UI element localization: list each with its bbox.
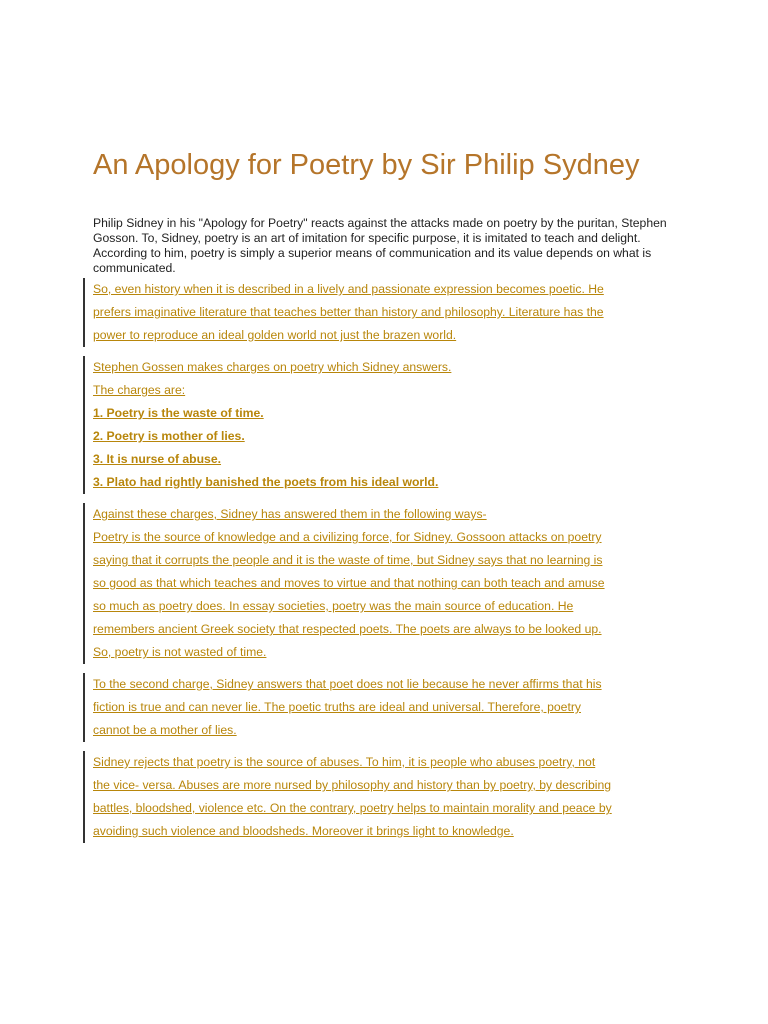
- text-line: Sidney rejects that poetry is the source of abuses. To him, it is people who abuses poetry, not: [93, 755, 596, 769]
- quote-block-charges: [83, 356, 685, 494]
- text-line: avoiding such violence and bloodsheds. Moreover it brings light to knowledge.: [93, 824, 514, 838]
- text-line: Poetry is the source of knowledge and a civilizing force, for Sidney. Gossoon attacks on poetry: [93, 530, 602, 544]
- text-line: Against these charges, Sidney has answered them in the following ways-: [93, 507, 487, 521]
- text-line: fiction is true and can never lie. The poetic truths are ideal and universal. Therefore, poetry: [93, 700, 581, 714]
- text-line: prefers imaginative literature that teaches better than history and philosophy. Literature has the: [93, 305, 604, 319]
- text-line: power to reproduce an ideal golden world not just the brazen world.: [93, 328, 457, 342]
- charge-item: 3. It is nurse of abuse.: [93, 452, 222, 466]
- text-line: remembers ancient Greek society that respected poets. The poets are always to be looked up.: [93, 622, 602, 636]
- quote-block-answers: [83, 503, 685, 664]
- quote-block-abuses: [83, 751, 685, 843]
- quote-block-history: [83, 278, 685, 347]
- text-line: so much as poetry does. In essay societies, poetry was the main source of education. He: [93, 599, 574, 613]
- quote-block-second-charge: [83, 673, 685, 742]
- charge-item: 3. Plato had rightly banished the poets from his ideal world.: [93, 475, 439, 489]
- charge-item: 2. Poetry is mother of lies.: [93, 429, 245, 443]
- text-line: cannot be a mother of lies.: [93, 723, 237, 737]
- text-line: The charges are:: [93, 383, 186, 397]
- text-line: So, even history when it is described in a lively and passionate expression becomes poetic. He: [93, 282, 604, 296]
- text-line: So, poetry is not wasted of time.: [93, 645, 267, 659]
- charge-item: 1. Poetry is the waste of time.: [93, 406, 264, 420]
- text-line: so good as that which teaches and moves to virtue and that nothing can both teach and amuse: [93, 576, 605, 590]
- text-line: the vice- versa. Abuses are more nursed by philosophy and history than by poetry, by describing: [93, 778, 612, 792]
- intro-paragraph: Philip Sidney in his "Apology for Poetry" reacts against the attacks made on poetry by the puritan, Stephen Gosson. To, Sidney, poetry is an art of imitation for specific purpose, it is imitated to teach and delight. According to him, poetry is simply a superior means of communication and its value depends on what is communicated.: [93, 216, 667, 275]
- text-line: Stephen Gossen makes charges on poetry which Sidney answers.: [93, 360, 452, 374]
- text-line: battles, bloodshed, violence etc. On the contrary, poetry helps to maintain morality and peace by: [93, 801, 612, 815]
- text-line: To the second charge, Sidney answers that poet does not lie because he never affirms that his: [93, 677, 602, 691]
- page-title: An Apology for Poetry by Sir Philip Sydney: [93, 149, 640, 181]
- text-line: saying that it corrupts the people and it is the waste of time, but Sidney says that no learning is: [93, 553, 603, 567]
